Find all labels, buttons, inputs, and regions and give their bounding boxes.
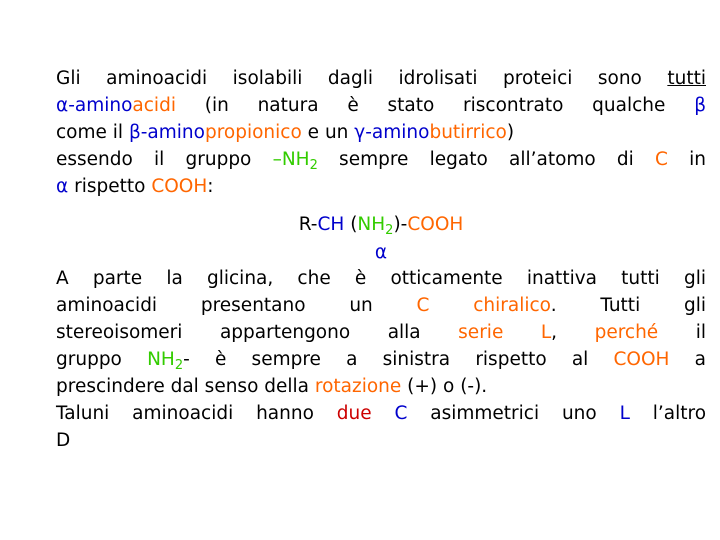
paragraph1-line5 bbox=[56, 174, 706, 200]
text: asimmetrici uno bbox=[407, 403, 620, 424]
text: - bbox=[400, 214, 408, 235]
underlined-text: tutti bbox=[667, 68, 706, 89]
nh-text: –NH bbox=[272, 149, 310, 170]
text: Taluni aminoacidi hanno bbox=[56, 403, 337, 424]
paragraph1-line4 bbox=[56, 147, 706, 173]
paragraph2-line2 bbox=[56, 293, 706, 319]
propionico-word: propionico bbox=[204, 122, 302, 143]
text: essendo il gruppo bbox=[56, 149, 273, 170]
paragraph2-line1: A parte la glicina, che è otticamente inattiva tutti gli bbox=[56, 268, 706, 289]
text: rispetto bbox=[68, 176, 152, 197]
space bbox=[372, 403, 395, 424]
cooh-group: COOH bbox=[151, 176, 208, 197]
beta-symbol: β bbox=[694, 95, 706, 116]
amino-prefix: -amino bbox=[68, 95, 133, 116]
subscript-2: 2 bbox=[174, 358, 184, 373]
text: : bbox=[207, 176, 214, 197]
text: (+) o (-). bbox=[401, 376, 488, 397]
alpha-symbol: α bbox=[56, 176, 69, 197]
l-letter: L bbox=[619, 403, 630, 424]
alpha-symbol: α bbox=[56, 95, 69, 116]
serie-word: serie bbox=[458, 322, 504, 343]
formula-line bbox=[56, 212, 706, 238]
amino-prefix: -amino bbox=[365, 122, 430, 143]
cooh-group: COOH bbox=[407, 214, 464, 235]
paragraph1-line1 bbox=[56, 66, 706, 92]
text: come il bbox=[56, 122, 129, 143]
text: e un bbox=[301, 122, 355, 143]
paragraph2-line4 bbox=[56, 347, 706, 373]
nh-text: NH bbox=[357, 214, 386, 235]
text: ( bbox=[344, 214, 358, 235]
r-group: R- bbox=[298, 214, 318, 235]
butirrico-word: butirrico bbox=[429, 122, 507, 143]
nh2-group bbox=[147, 349, 184, 373]
paragraph2-line7: D bbox=[56, 430, 71, 451]
paragraph2-line5 bbox=[56, 374, 706, 400]
ch-group: CH bbox=[317, 214, 345, 235]
text: l’altro bbox=[629, 403, 707, 424]
carbon-c: C bbox=[655, 149, 668, 170]
paragraph2-line6 bbox=[56, 401, 706, 427]
text: aminoacidi presentano un bbox=[56, 295, 417, 316]
text: Gli aminoacidi isolabili dagli idrolisati proteici sono bbox=[56, 68, 668, 89]
text: il bbox=[658, 322, 706, 343]
text: , bbox=[551, 322, 595, 343]
text: gruppo bbox=[56, 349, 148, 370]
nh2-group bbox=[272, 149, 318, 173]
text: prescindere dal senso della bbox=[56, 376, 315, 397]
formula-alpha: α bbox=[374, 242, 388, 263]
text: in bbox=[667, 149, 706, 170]
text: sempre legato all’atomo di bbox=[317, 149, 656, 170]
text: ) bbox=[506, 122, 515, 143]
acidi-word: acidi bbox=[132, 95, 176, 116]
text: (in natura è stato riscontrato qualche bbox=[175, 95, 695, 116]
paragraph2-line3 bbox=[56, 320, 706, 346]
text: ) bbox=[393, 214, 401, 235]
cooh-group: COOH bbox=[613, 349, 670, 370]
subscript-2: 2 bbox=[309, 158, 318, 173]
carbon-c: C bbox=[416, 295, 430, 316]
paragraph1-line3 bbox=[56, 120, 706, 146]
beta-symbol: β bbox=[128, 122, 141, 143]
rotazione-word: rotazione bbox=[314, 376, 402, 397]
l-letter: L bbox=[540, 322, 552, 343]
text: stereoisomeri appartengono alla bbox=[56, 322, 459, 343]
space bbox=[503, 322, 541, 343]
carbon-c: C bbox=[394, 403, 408, 424]
due-word: due bbox=[336, 403, 372, 424]
paragraph1-line2 bbox=[56, 93, 706, 119]
amino-prefix: -amino bbox=[140, 122, 205, 143]
nh-text: NH bbox=[147, 349, 175, 370]
subscript-2: 2 bbox=[385, 223, 394, 238]
perche-word: perché bbox=[594, 322, 659, 343]
gamma-symbol: γ bbox=[354, 122, 366, 143]
nh2-group bbox=[357, 214, 394, 238]
chiralico-word: chiralico bbox=[473, 295, 551, 316]
text: a bbox=[669, 349, 706, 370]
text: - è sempre a sinistra rispetto al bbox=[183, 349, 614, 370]
text: . Tutti gli bbox=[550, 295, 706, 316]
